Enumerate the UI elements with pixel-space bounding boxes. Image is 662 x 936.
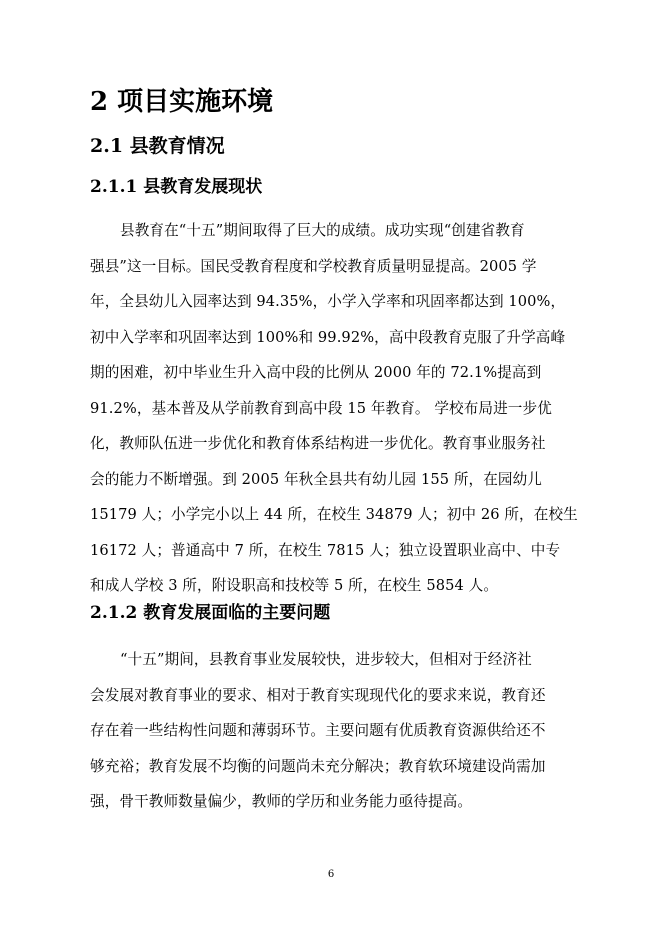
- paragraph-education-status: [90, 213, 580, 604]
- paragraph-line: 初中入学率和巩固率达到 100%和 99.92%，高中段教育克服了升学高峰: [90, 328, 566, 346]
- paragraph-line: 化，教师队伍进一步优化和教育体系结构进一步优化。教育事业服务社: [90, 435, 546, 452]
- paragraph-line: 16172 人；普通高中 7 所，在校生 7815 人；独立设置职业高中、中专: [90, 541, 561, 559]
- paragraph-line: 够充裕；教育发展不均衡的问题尚未充分解决；教育软环境建设尚需加: [90, 757, 546, 775]
- paragraph-line: “十五”期间，县教育事业发展较快，进步较大，但相对于经济社: [120, 651, 532, 668]
- page-number: 6: [327, 869, 335, 880]
- paragraph-line: 和成人学校 3 所，附设职高和技校等 5 所，在校生 5854 人。: [90, 577, 499, 594]
- paragraph-line: 强县”这一目标。国民受教育程度和学校教育质量明显提高。2005 学: [90, 257, 537, 275]
- paragraph-line: 会的能力不断增强。到 2005 年秋全县共有幼儿园 155 所，在园幼儿: [90, 470, 542, 488]
- section-heading: 2.1 县教育情况: [90, 135, 225, 157]
- paragraph-education-problems: [90, 642, 580, 820]
- paragraph-line: 15179 人；小学完小以上 44 所，在校生 34879 人；初中 26 所，在校生: [90, 506, 578, 523]
- paragraph-line: 县教育在“十五”期间取得了巨大的成绩。成功实现“创建省教育: [120, 222, 525, 239]
- paragraph-line: 会发展对教育事业的要求、相对于教育实现现代化的要求来说，教育还: [90, 686, 546, 704]
- paragraph-line: 年，全县幼儿入园率达到 94.35%，小学入学率和巩固率都达到 100%，: [90, 293, 566, 310]
- subsection-heading-problems: 2.1.2 教育发展面临的主要问题: [90, 603, 331, 623]
- subsection-heading-status: 2.1.1 县教育发展现状: [90, 177, 263, 197]
- chapter-heading: 2 项目实施环境: [90, 87, 274, 117]
- paragraph-line: 存在着一些结构性问题和薄弱环节。主要问题有优质教育资源供给还不: [90, 722, 546, 739]
- paragraph-line: 强，骨干教师数量偏少，教师的学历和业务能力亟待提高。: [90, 793, 473, 810]
- paragraph-line: 91.2%，基本普及从学前教育到高中段 15 年教育。 学校布局进一步优: [90, 399, 552, 417]
- paragraph-line: 期的困难，初中毕业生升入高中段的比例从 2000 年的 72.1%提高到: [90, 364, 542, 381]
